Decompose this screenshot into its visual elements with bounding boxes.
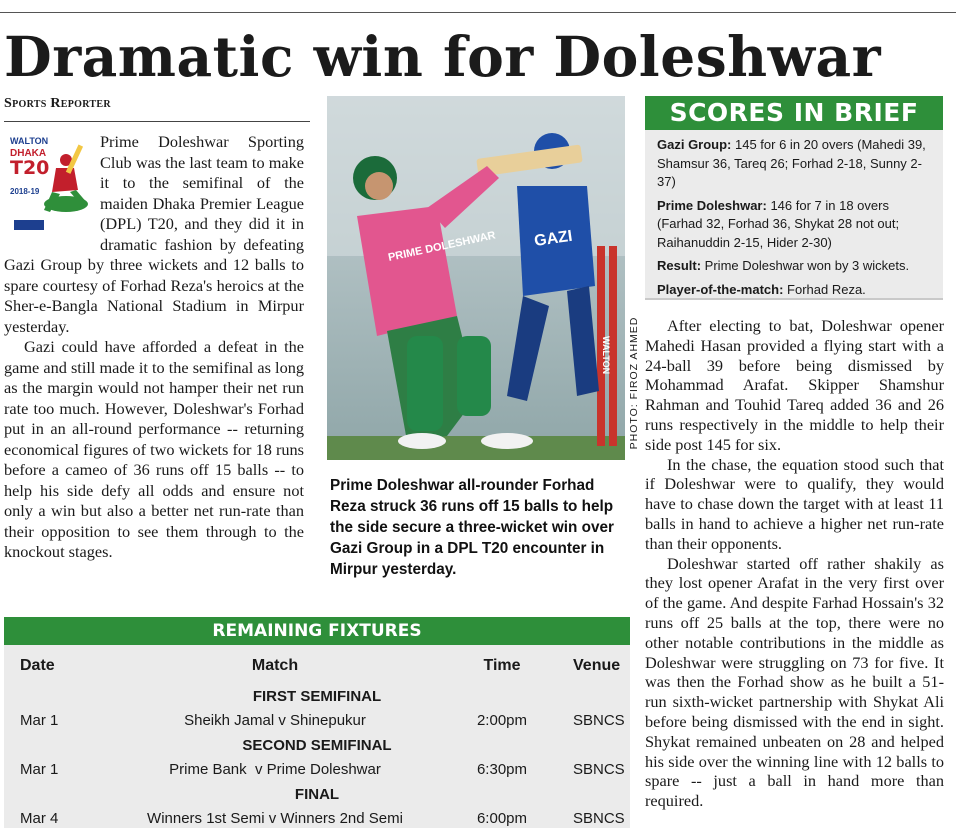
fixture-row (4, 709, 630, 734)
stage-row (4, 733, 630, 758)
score-text: 145 for 6 in 20 overs (Mahedi 39, Shamsur 36, Tareq 26; Forhad 2-18, Sunny 2-37) (657, 137, 926, 189)
fixture-row (4, 758, 630, 783)
fixture-venue: SBNCS (563, 807, 630, 831)
photo-credit (624, 305, 638, 465)
result-line (657, 257, 931, 276)
lead-paragraph-1: Prime Doleshwar Sporting Club was the last team to make it to the semifinal of the maiden Dhaka Premier League (DPL) T20, and they did it in dramatic fashion by defeating Gazi Group by three wickets and 12 balls to spare courtesy of Forhad Reza's heroics at the Sher-e-Bangla National Stadium in Mirpur yesterday. (4, 132, 304, 337)
player-of-match-label: Player-of-the-match: (657, 282, 783, 297)
score-line (657, 197, 931, 253)
fixture-date: Mar 1 (4, 758, 109, 783)
fixture-venue: SBNCS (563, 709, 630, 734)
fixture-match: Prime Bank v Prime Doleshwar (109, 758, 441, 783)
lead-column (4, 132, 304, 563)
fixtures-table (4, 645, 630, 831)
batsman-shirt-text: PRIME DOLESHWAR (387, 229, 497, 263)
body-paragraph-3: Doleshwar started off rather shakily as they lost opener Arafat in the very first over of the game. And despite Farhad Hossain's 32 runs off 25 balls at the top, there were no other notable contributions in the middle as Doleshwar were struggling on 73 for five. It was then the Forhad show as he built a 51-run sixth-wicket partnership with Shykat Ali before being dismissed with the end in sight. Shykat remained unbeaten on 28 and helped his side over the winning line with 12 balls to spare -- just a ball in hand more than required. (645, 554, 944, 811)
header-time: Time (441, 645, 563, 684)
score-line (657, 136, 931, 192)
dpl-t20-logo (4, 132, 94, 236)
stage-label: FINAL (4, 782, 630, 807)
header-match: Match (109, 645, 441, 684)
headline: Dramatic win for Doleshwar (4, 22, 881, 92)
logo-line2: T20 (10, 157, 49, 179)
fixture-time: 6:00pm (441, 807, 563, 831)
byline: Sports Reporter (4, 96, 111, 112)
logo-brand: WALTON (10, 136, 48, 146)
lead-paragraph-2: Gazi could have afforded a defeat in the game and still made it to the semifinal as long as the margin would not hamper their net run rate too much. However, Doleshwar's Forhad put in an all-round performance -- returning economical figures of two wickets for 18 runs before a cameo of 36 runs off 15 balls -- to help his side defy all odds and ensure not only a win but also a better net run-rate than their opposition to see them through to the knockout stages. (4, 337, 304, 563)
photo-caption: Prime Doleshwar all-rounder Forhad Reza struck 36 runs off 15 balls to help the side secure a three-wicket win over Gazi Group in a DPL T20 encounter in Mirpur yesterday. (330, 475, 620, 580)
stage-row (4, 782, 630, 807)
top-rule (0, 12, 956, 13)
match-photo (327, 96, 625, 460)
result-text: Prime Doleshwar won by 3 wickets. (701, 258, 909, 273)
player-of-match-text: Forhad Reza. (783, 282, 865, 297)
score-label: Gazi Group: (657, 137, 731, 152)
fixture-match: Winners 1st Semi v Winners 2nd Semi (109, 807, 441, 831)
logo-line1: DHAKA (10, 148, 46, 159)
score-text: 146 for 7 in 18 overs (Farhad 32, Forhad 36, Shykat 28 not out; Raihanuddin 2-15, Hider 2-30) (657, 198, 899, 250)
header-venue: Venue (563, 645, 630, 684)
fixtures-header-row (4, 645, 630, 684)
logo-season: 2018-19 (10, 187, 40, 196)
fixtures-title: REMAINING FIXTURES (4, 617, 630, 645)
photo-credit-text: PHOTO: FIROZ AHMED (628, 303, 640, 463)
score-label: Prime Doleshwar: (657, 198, 767, 213)
remaining-fixtures-box (4, 617, 630, 828)
stage-label: SECOND SEMIFINAL (4, 733, 630, 758)
scores-in-brief-body (645, 130, 943, 299)
stumps-text: WALTON (601, 336, 611, 374)
stage-row (4, 684, 630, 709)
fixture-time: 2:00pm (441, 709, 563, 734)
body-paragraph-2: In the chase, the equation stood such that if Doleshwar were to qualify, they would have to chase down the target with at least 11 balls in hand to achieve a higher net run-rate than their opponents. (645, 455, 944, 554)
fixture-row (4, 807, 630, 831)
fixture-match: Sheikh Jamal v Shinepukur (109, 709, 441, 734)
body-right-column (645, 316, 944, 811)
fixture-date: Mar 1 (4, 709, 109, 734)
body-paragraph-1: After electing to bat, Doleshwar opener Mahedi Hasan provided a flying start with a 24-ball 39 before being dismissed by Mohammad Arafat. Skipper Shamshur Rahman and Touhid Tareq added 36 and 26 runs respectively in the middle to help their side post 145 for six. (645, 316, 944, 455)
scores-in-brief-box (645, 96, 943, 300)
fixture-time: 6:30pm (441, 758, 563, 783)
keeper-shirt-text: GAZI (533, 228, 573, 250)
result-label: Result: (657, 258, 701, 273)
stage-label: FIRST SEMIFINAL (4, 684, 630, 709)
header-date: Date (4, 645, 109, 684)
byline-rule (4, 121, 310, 122)
scores-in-brief-title: SCORES IN BRIEF (645, 96, 943, 130)
fixture-date: Mar 4 (4, 807, 109, 831)
player-of-match-line (657, 281, 931, 300)
batsman-photo-illustration (327, 96, 625, 460)
fixture-venue: SBNCS (563, 758, 630, 783)
